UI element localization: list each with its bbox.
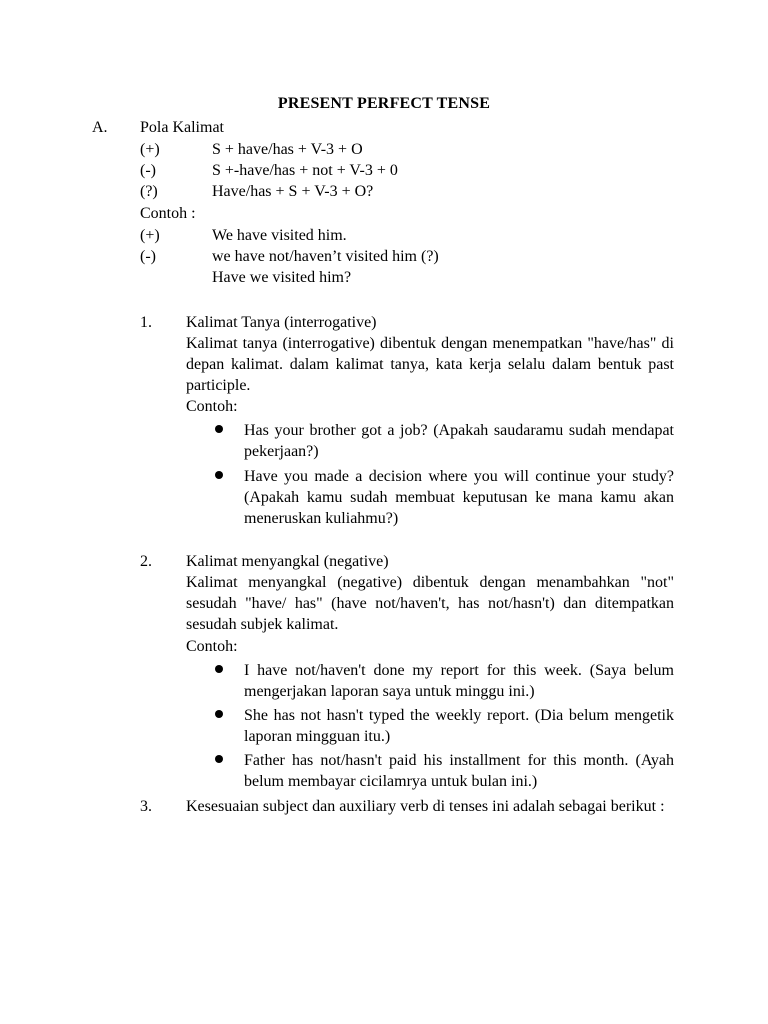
item-2-bullet-3: Father has not/hasn't paid his installment for this month. (Ayah belum membayar cicilamrya untuk bulan ini.) <box>244 752 674 790</box>
item-1-bullet-2: Have you made a decision where you will continue your study? (Apakah kamu sudah membuat keputusan ke mana kamu akan meneruskan kuliahmu?) <box>244 468 674 527</box>
pattern-positive: S + have/has + V-3 + O <box>212 141 363 158</box>
bullet-icon <box>215 665 223 673</box>
item-2-example-label: Contoh: <box>186 638 238 655</box>
item-2-number: 2. <box>140 553 152 570</box>
pattern-sign-question: (?) <box>140 183 158 200</box>
bullet-icon <box>215 471 223 479</box>
section-a-label: A. <box>92 119 108 136</box>
bullet-icon <box>215 755 223 763</box>
pattern-sign-negative: (-) <box>140 162 156 179</box>
example-positive: We have visited him. <box>212 227 347 244</box>
example-negative: we have not/haven’t visited him (?) <box>212 248 439 265</box>
item-1-heading: Kalimat Tanya (interrogative) <box>186 314 377 331</box>
pattern-question: Have/has + S + V-3 + O? <box>212 183 374 200</box>
item-2-heading: Kalimat menyangkal (negative) <box>186 553 389 570</box>
pattern-sign-positive: (+) <box>140 141 160 158</box>
item-2-bullet-1: I have not/haven't done my report for this week. (Saya belum mengerjakan laporan saya untuk minggu ini.) <box>244 662 674 700</box>
item-2-body: Kalimat menyangkal (negative) dibentuk dengan menambahkan "not" sesudah "have/ has" (have not/haven't, has not/hasn't) dan ditempatkan sesudah subjek kalimat. <box>186 574 674 633</box>
item-2-bullet-2: She has not hasn't typed the weekly report. (Dia belum mengetik laporan mingguan itu.) <box>244 707 674 745</box>
item-3-body: Kesesuaian subject dan auxiliary verb di tenses ini adalah sebagai berikut : <box>186 798 665 815</box>
item-1-number: 1. <box>140 314 152 331</box>
item-1-example-label: Contoh: <box>186 398 238 415</box>
example-sign-positive: (+) <box>140 227 160 244</box>
pattern-negative: S +-have/has + not + V-3 + 0 <box>212 162 398 179</box>
page-title: PRESENT PERFECT TENSE <box>277 95 491 112</box>
section-a-heading: Pola Kalimat <box>140 119 224 136</box>
example-sign-negative: (-) <box>140 248 156 265</box>
item-1-body: Kalimat tanya (interrogative) dibentuk dengan menempatkan "have/has" di depan kalimat. dalam kalimat tanya, kata kerja selalu dalam bentuk past participle. <box>186 335 674 394</box>
item-3-number: 3. <box>140 798 152 815</box>
bullet-icon <box>215 425 223 433</box>
item-1-bullet-1: Has your brother got a job? (Apakah saudaramu sudah mendapat pekerjaan?) <box>244 422 674 460</box>
example-question: Have we visited him? <box>212 269 352 286</box>
bullet-icon <box>215 710 223 718</box>
example-label: Contoh : <box>140 205 196 222</box>
